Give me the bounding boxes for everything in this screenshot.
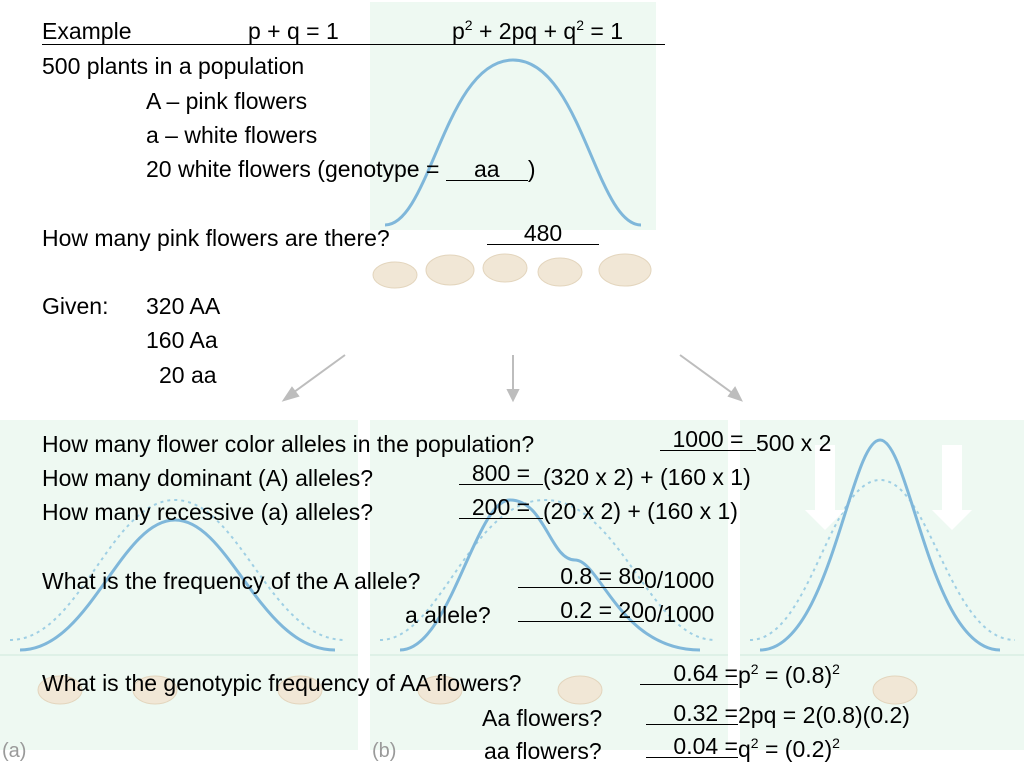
total-alleles-answer: 1000 = xyxy=(660,428,756,451)
arrow-left xyxy=(290,355,345,395)
given-item-aa: 20 aa xyxy=(159,362,217,388)
top-bell-curve xyxy=(385,60,641,225)
title-equation-1: p + q = 1 xyxy=(248,18,339,44)
figure-label-b: (b) xyxy=(372,740,397,762)
freq-a-answer: 0.2 = 20 xyxy=(518,599,644,622)
mouse-11 xyxy=(873,676,917,704)
given-item-AA: 320 AA xyxy=(146,293,221,319)
freq-A-calc: 0/1000 xyxy=(644,567,715,593)
dominant-alleles-question: How many dominant (A) alleles? xyxy=(42,465,374,491)
freq-a-calc: 0/1000 xyxy=(644,601,715,627)
mouse-5 xyxy=(599,254,651,286)
given-item-Aa: 160 Aa xyxy=(146,327,218,353)
figure-label-a: (a) xyxy=(2,740,27,762)
curve-c-solid xyxy=(760,440,1000,650)
pink-question: How many pink flowers are there? xyxy=(42,225,390,251)
geno-aa-answer: 0.04 = xyxy=(646,735,738,758)
geno-Aa-calc: 2pq = 2(0.8)(0.2) xyxy=(738,702,910,728)
total-alleles-calc: 500 x 2 xyxy=(756,430,832,456)
white-flowers-text: 20 white flowers (genotype = aa ) xyxy=(146,156,536,182)
freq-A-answer: 0.8 = 80 xyxy=(518,565,644,588)
geno-Aa-answer: 0.32 = xyxy=(646,702,738,725)
geno-AA-answer: 0.64 = xyxy=(640,662,738,685)
mouse-10 xyxy=(558,676,602,704)
dominant-alleles-calc: (320 x 2) + (160 x 1) xyxy=(543,464,751,490)
recessive-alleles-calc: (20 x 2) + (160 x 1) xyxy=(543,498,738,524)
mouse-3 xyxy=(483,254,527,282)
mouse-2 xyxy=(426,255,474,285)
selection-arrow-1 xyxy=(805,445,845,530)
pink-answer: 480 xyxy=(487,222,599,245)
allele-dominant-text: A – pink flowers xyxy=(146,88,308,114)
curve-c-dotted xyxy=(750,480,1015,640)
mouse-4 xyxy=(538,258,582,286)
allele-recessive-text: a – white flowers xyxy=(146,122,318,148)
geno-aa-calc: $q^2 = (0.2)^2$ xyxy=(738,735,840,762)
total-alleles-question: How many flower color alleles in the population? xyxy=(42,431,535,457)
geno-aa-question: aa flowers? xyxy=(484,738,602,764)
geno-AA-calc: $p^2 = (0.8)^2$ xyxy=(738,661,840,688)
freq-A-question: What is the frequency of the A allele? xyxy=(42,568,421,594)
recessive-alleles-answer: 200 = xyxy=(459,496,543,519)
mouse-1 xyxy=(373,262,417,288)
geno-AA-question: What is the genotypic frequency of AA flowers? xyxy=(42,670,522,696)
selection-arrow-2 xyxy=(932,445,972,530)
title-example: Example xyxy=(42,18,132,44)
title-underline xyxy=(42,44,665,45)
title-equation-2: $p^2 + 2pq + q^2 = 1$ xyxy=(452,17,623,44)
geno-Aa-question: Aa flowers? xyxy=(482,705,603,731)
recessive-alleles-question: How many recessive (a) alleles? xyxy=(42,499,374,525)
dominant-alleles-answer: 800 = xyxy=(459,462,543,485)
freq-a-question: a allele? xyxy=(405,602,491,628)
population-text: 500 plants in a population xyxy=(42,53,305,79)
given-label: Given: xyxy=(42,293,109,319)
arrow-right xyxy=(680,355,735,395)
genotype-answer: aa xyxy=(446,158,528,181)
